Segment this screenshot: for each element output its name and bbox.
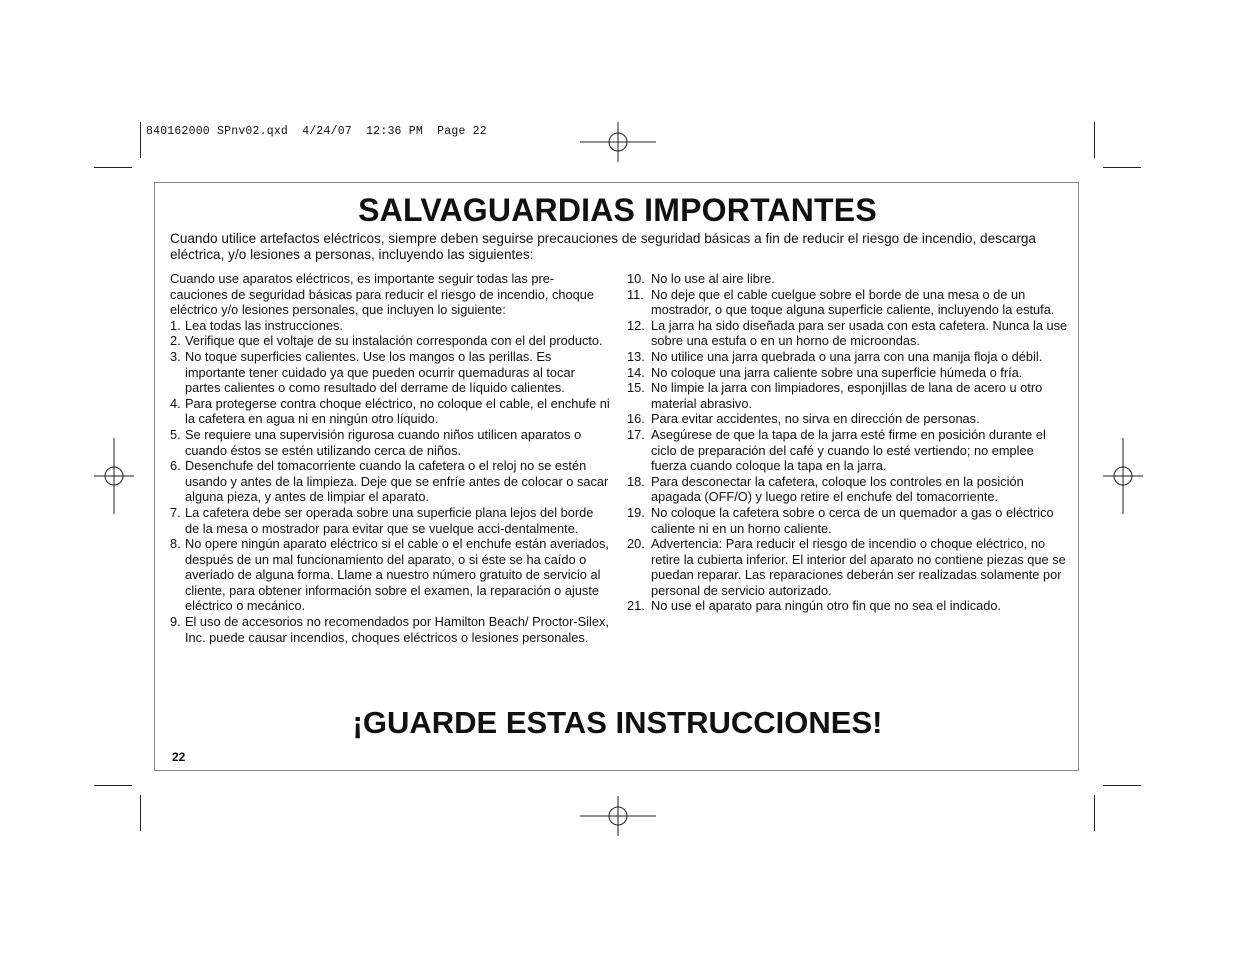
- list-item-number: 3.: [170, 348, 181, 364]
- list-item-text: Para evitar accidentes, no sirva en dirección de personas.: [651, 411, 980, 427]
- list-item-text: La cafetera debe ser operada sobre una superficie plana lejos del borde de la mesa o mostrador para evitar que se vuelque acci-dentalmente.: [185, 504, 594, 536]
- list-item-number: 9.: [170, 614, 181, 630]
- list-item-number: 8.: [170, 536, 181, 552]
- list-item: [627, 427, 1069, 474]
- list-item-number: 17.: [627, 426, 645, 442]
- list-item-text: No use el aparato para ningún otro fin que no sea el indicado.: [651, 598, 1002, 614]
- list-item-text: Para desconectar la cafetera, coloque los controles en la posición apagada (OFF/O) y luego retire el enchufe del tomacorriente.: [651, 473, 1024, 505]
- list-item: [627, 349, 1069, 365]
- crop-mark: [140, 795, 141, 831]
- list-item-text: Asegúrese de que la tapa de la jarra esté firme en posición durante el ciclo de preparación del café y cuando lo esté vertiendo; no emplee fuerza cuando coloque la tapa en la jarra.: [651, 426, 1046, 474]
- list-item-number: 13.: [627, 348, 645, 364]
- list-item: [627, 271, 1069, 287]
- right-column: [627, 271, 1069, 614]
- crop-mark: [1094, 122, 1095, 158]
- list-item-text: Verifique que el voltaje de su instalación corresponda con el del producto.: [185, 333, 603, 349]
- list-item-text: Lea todas las instrucciones.: [185, 317, 343, 333]
- footer-title: ¡GUARDE ESTAS INSTRUCCIONES!: [352, 705, 883, 740]
- list-item-number: 12.: [627, 317, 645, 333]
- list-item-text: No lo use al aire libre.: [651, 271, 775, 286]
- list-item: [170, 333, 610, 349]
- left-column: [170, 271, 610, 645]
- right-safeguard-list: [627, 271, 1069, 614]
- list-item: [170, 396, 610, 427]
- crop-mark: [1103, 785, 1141, 786]
- list-item-text: No coloque la cafetera sobre o cerca de un quemador a gas o eléctrico caliente ni en un horno caliente.: [651, 504, 1054, 536]
- list-item-text: Advertencia: Para reducir el riesgo de incendio o choque eléctrico, no retire la cubierta inferior. El interior del aparato no contiene piezas que se puedan reparar. Las reparaciones deberán ser realizadas solamente por personal de servicio autorizado.: [651, 536, 1066, 598]
- list-item-number: 10.: [627, 271, 645, 286]
- crop-mark: [1103, 167, 1141, 168]
- list-item-number: 1.: [170, 317, 181, 333]
- list-item-number: 15.: [627, 380, 645, 396]
- list-item-text: No coloque una jarra caliente sobre una superficie húmeda o fría.: [651, 364, 1023, 380]
- registration-mark-icon: [580, 122, 656, 162]
- list-item-number: 19.: [627, 504, 645, 520]
- list-item: [627, 380, 1069, 411]
- list-item: [170, 318, 610, 334]
- list-item-number: 4.: [170, 395, 181, 411]
- list-item-number: 5.: [170, 426, 181, 442]
- list-item: [170, 614, 610, 645]
- left-intro-paragraph: Cuando use aparatos eléctricos, es importante seguir todas las pre-cauciones de seguridad básicas para reducir el riesgo de incendio, choque eléctrico y/o lesiones personales, que incluyen lo siguiente:: [170, 271, 594, 318]
- list-item-number: 20.: [627, 536, 645, 552]
- list-item-text: La jarra ha sido diseñada para ser usada con esta cafetera. Nunca la use sobre una estufa o en un horno de microondas.: [651, 317, 1068, 349]
- crop-mark: [140, 122, 141, 158]
- list-item: [627, 365, 1069, 381]
- page-number: 22: [172, 750, 186, 764]
- list-item-text: El uso de accesorios no recomendados por Hamilton Beach/ Proctor-Silex, Inc. puede causar incendios, choques eléctricos o lesiones personales.: [185, 614, 609, 645]
- list-item: [627, 536, 1069, 598]
- list-item-text: Para protegerse contra choque eléctrico, no coloque el cable, el enchufe ni la cafetera en agua ni en ningún otro líquido.: [185, 395, 610, 427]
- crop-mark: [94, 167, 132, 168]
- list-item-number: 14.: [627, 364, 645, 380]
- crop-mark: [1094, 795, 1095, 831]
- registration-mark-icon: [94, 438, 134, 514]
- list-item-number: 16.: [627, 411, 645, 427]
- list-item-number: 11.: [627, 286, 644, 302]
- list-item: [627, 411, 1069, 427]
- left-safeguard-list: [170, 318, 610, 645]
- list-item-text: No limpie la jarra con limpiadores, esponjillas de lana de acero u otro material abrasivo.: [651, 380, 1043, 411]
- list-item: [170, 349, 610, 396]
- list-item-number: 2.: [170, 333, 181, 349]
- list-item: [627, 474, 1069, 505]
- page-title: SALVAGUARDIAS IMPORTANTES: [358, 192, 877, 228]
- crop-mark: [94, 785, 132, 786]
- list-item: [627, 505, 1069, 536]
- list-item: [627, 318, 1069, 349]
- list-item-text: No toque superficies calientes. Use los mangos o las perillas. Es importante tener cuidado ya que pueden ocurrir quemaduras al tocar partes calientes o como resultado del derrame de líquido calientes.: [185, 348, 575, 396]
- list-item: [170, 458, 610, 505]
- list-item-number: 18.: [627, 473, 645, 489]
- list-item-number: 21.: [627, 598, 645, 614]
- list-item-number: 6.: [170, 458, 181, 474]
- list-item-text: No deje que el cable cuelgue sobre el borde de una mesa o de un mostrador, o que toque alguna superficie caliente, incluyendo la estufa.: [651, 286, 1055, 318]
- list-item: [627, 287, 1069, 318]
- list-item-text: No utilice una jarra quebrada o una jarra con una manija floja o débil.: [651, 348, 1043, 364]
- list-item: [170, 505, 610, 536]
- list-item-text: Desenchufe del tomacorriente cuando la cafetera o el reloj no se estén usando y antes de la limpieza. Deje que se enfríe antes de colocar o sacar alguna pieza, y antes de limpiar el aparato.: [185, 458, 609, 505]
- registration-mark-icon: [580, 796, 656, 836]
- list-item: [170, 536, 610, 614]
- intro-paragraph: Cuando utilice artefactos eléctricos, siempre deben seguirse precauciones de seguridad básicas a fin de reducir el riesgo de incendio, descarga eléctrica, y/o lesiones a personas, incluyendo las siguientes:: [170, 231, 1036, 262]
- registration-mark-icon: [1103, 438, 1143, 514]
- print-slug-line: 840162000 SPnv02.qxd 4/24/07 12:36 PM Page 22: [146, 125, 487, 138]
- list-item: [170, 427, 610, 458]
- list-item-text: Se requiere una supervisión rigurosa cuando niños utilicen aparatos o cuando éstos se estén utilizando cerca de niños.: [185, 426, 582, 458]
- list-item-text: No opere ningún aparato eléctrico si el cable o el enchufe están averiados, después de un mal funcionamiento del aparato, o si éste se ha caído o averiado de alguna forma. Llame a nuestro número gratuito de servicio al cliente, para obtener información sobre el examen, la reparación o ajuste eléctrico o mecánico.: [185, 536, 609, 614]
- list-item: [627, 598, 1069, 614]
- list-item-number: 7.: [170, 504, 181, 520]
